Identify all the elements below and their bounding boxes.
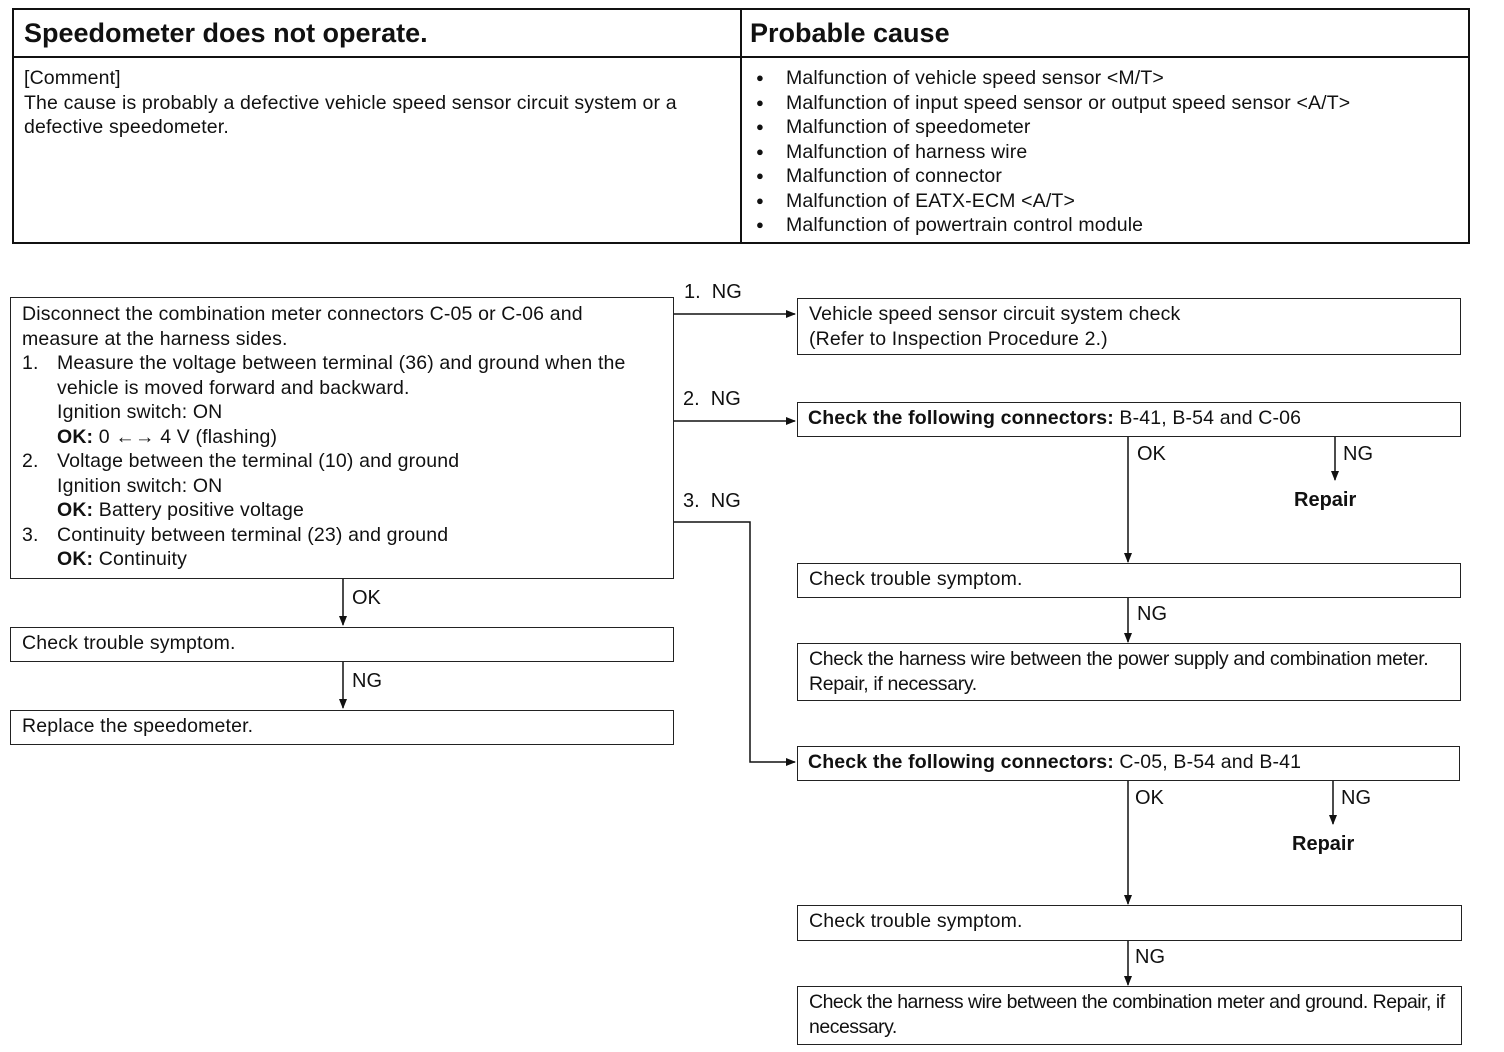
left-ok-label: OK <box>352 587 381 609</box>
cause-item: ● Malfunction of input speed sensor or output speed sensor <A/T> <box>756 91 1350 116</box>
step-ok <box>57 547 663 572</box>
cause-item: ● Malfunction of connector <box>756 164 1350 189</box>
connector-check-heading: Check the following connectors: <box>808 751 1114 773</box>
branch-2-ng-label: 2. NG <box>683 388 741 410</box>
main-check-steps <box>22 351 663 572</box>
branch-3-arrow <box>673 522 795 762</box>
speed-sensor-check-line1: Vehicle speed sensor circuit system check <box>809 303 1181 325</box>
ok-label: OK: <box>57 425 94 448</box>
connector-check-box-3 <box>797 746 1460 781</box>
branch2-symptom-ng-label: NG <box>1137 603 1167 625</box>
cause-item: ● Malfunction of speedometer <box>756 115 1350 140</box>
branch-3-ng-label: 3. NG <box>683 490 741 512</box>
ok-value: Battery positive voltage <box>98 499 304 521</box>
cause-item: ● Malfunction of EATX-ECM <A/T> <box>756 189 1350 214</box>
branch2-ok-label: OK <box>1137 443 1166 465</box>
branch3-repair-label: Repair <box>1292 833 1355 855</box>
step-number: 1. <box>22 352 39 374</box>
power-supply-harness-box: Check the harness wire between the power supply and combination meter. Repair, if necessary. <box>797 643 1461 701</box>
branch2-check-symptom-box: Check trouble symptom. <box>797 563 1461 598</box>
step-number: 3. <box>22 523 39 546</box>
ground-harness-box: Check the harness wire between the combination meter and ground. Repair, if necessary. <box>797 986 1462 1045</box>
speed-sensor-check-box <box>797 298 1461 355</box>
step-number: 2. <box>22 450 39 472</box>
step-text: Continuity between terminal (23) and ground <box>57 523 449 546</box>
branch3-symptom-ng-label: NG <box>1135 946 1165 968</box>
comment-text: The cause is probably a defective vehicle speed sensor circuit system or a defective speedometer. <box>24 91 677 138</box>
cause-item: ● Malfunction of vehicle speed sensor <M/T> <box>756 66 1350 91</box>
branch3-check-symptom-box: Check trouble symptom. <box>797 905 1462 941</box>
branch2-ng-label: NG <box>1343 443 1373 465</box>
branch-1-ng-label: 1. NG <box>684 281 742 303</box>
left-check-symptom-box: Check trouble symptom. <box>10 627 674 662</box>
step-ok <box>57 498 663 523</box>
comment-label: [Comment] <box>24 67 121 89</box>
ok-value: 0 ←→ 4 V (flashing) <box>98 425 278 448</box>
step-condition: Ignition switch: ON <box>57 474 223 497</box>
step-ok <box>57 425 663 450</box>
branch3-ng-label: NG <box>1341 787 1371 809</box>
check-step-3 <box>22 523 663 572</box>
ok-value: Continuity <box>98 548 187 570</box>
speed-sensor-check-line2: (Refer to Inspection Procedure 2.) <box>809 327 1108 350</box>
replace-speedometer-box: Replace the speedometer. <box>10 710 674 745</box>
connector-check-box-2 <box>797 402 1461 437</box>
cause-item: ● Malfunction of harness wire <box>756 140 1350 165</box>
symptom-title: Speedometer does not operate. <box>24 18 428 48</box>
ok-label: OK: <box>57 499 94 521</box>
check-step-1 <box>22 351 663 449</box>
step-text: Measure the voltage between terminal (36) and ground when the vehicle is moved forward and backward. <box>57 352 626 399</box>
main-check-box <box>10 297 674 579</box>
cause-item: ● Malfunction of powertrain control module <box>756 213 1350 238</box>
step-condition: Ignition switch: ON <box>57 401 223 423</box>
branch2-repair-label: Repair <box>1294 489 1357 511</box>
connector-list: C-05, B-54 and B-41 <box>1119 751 1302 773</box>
check-step-2 <box>22 449 663 523</box>
main-check-intro: Disconnect the combination meter connectors C-05 or C-06 and measure at the harness sides. <box>22 303 583 350</box>
left-ng-label: NG <box>352 670 382 692</box>
probable-cause-title: Probable cause <box>750 18 950 48</box>
ok-label: OK: <box>57 548 94 570</box>
branch3-ok-label: OK <box>1135 787 1164 809</box>
connector-list: B-41, B-54 and C-06 <box>1119 407 1302 429</box>
step-text: Voltage between the terminal (10) and ground <box>57 450 460 472</box>
connector-check-heading: Check the following connectors: <box>808 407 1114 429</box>
